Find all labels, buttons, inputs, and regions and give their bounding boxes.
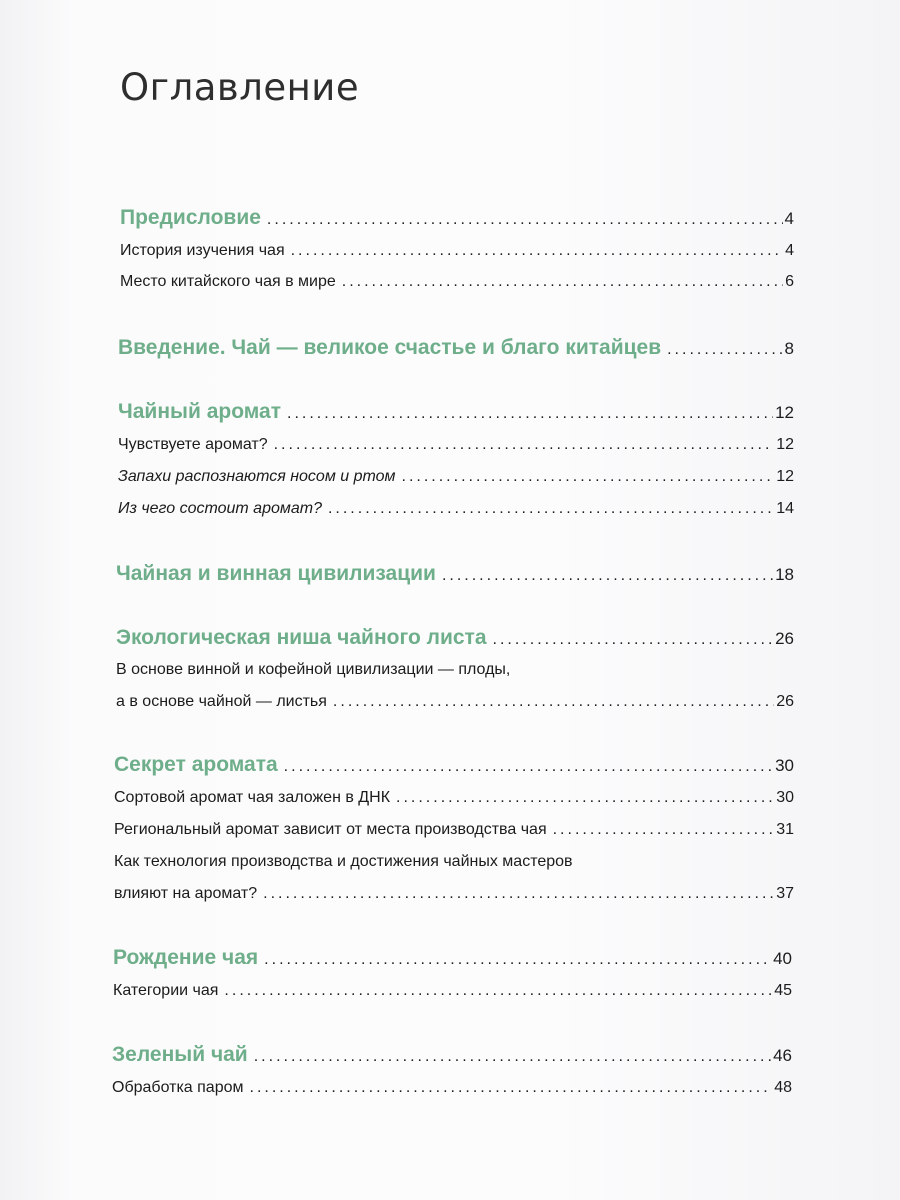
toc-entry-title: Секрет аромата bbox=[114, 753, 278, 776]
leader-dots bbox=[274, 430, 775, 460]
leader-dots bbox=[250, 1073, 773, 1103]
toc-entry-title: Место китайского чая в мире bbox=[120, 273, 336, 290]
toc-entry-aroma-secret bbox=[114, 750, 794, 780]
toc-entry bbox=[114, 879, 794, 909]
toc-page-number: 12 bbox=[776, 436, 794, 453]
leader-dots bbox=[328, 494, 774, 524]
toc-entry-title: Категории чая bbox=[113, 982, 219, 999]
toc-page-number: 12 bbox=[775, 403, 794, 422]
toc-page-number: 31 bbox=[776, 821, 794, 838]
toc-page-number: 48 bbox=[774, 1079, 792, 1096]
toc-page-number: 18 bbox=[775, 565, 794, 584]
leader-dots bbox=[291, 236, 783, 266]
toc-entry bbox=[118, 430, 794, 460]
toc-page-number: 4 bbox=[785, 242, 794, 259]
page-title: Оглавление bbox=[120, 66, 360, 109]
toc-page-number: 46 bbox=[773, 1046, 792, 1065]
leader-dots bbox=[667, 335, 782, 365]
leader-dots bbox=[553, 815, 775, 845]
leader-dots bbox=[284, 752, 773, 782]
toc-entry-title: Чайная и винная цивилизации bbox=[116, 562, 436, 585]
toc-entry bbox=[114, 783, 794, 813]
toc-entry bbox=[114, 815, 794, 845]
leader-dots bbox=[333, 687, 774, 717]
toc-entry-title: Чайный аромат bbox=[118, 400, 281, 423]
toc-page-number: 26 bbox=[776, 693, 794, 710]
toc-entry bbox=[120, 267, 794, 297]
leader-dots bbox=[493, 625, 774, 655]
toc-entry-title: История изучения чая bbox=[120, 242, 285, 259]
toc-entry-title: Экологическая ниша чайного листа bbox=[116, 626, 487, 649]
leader-dots bbox=[287, 399, 773, 429]
leader-dots bbox=[264, 945, 771, 975]
leader-dots bbox=[267, 205, 783, 235]
leader-dots bbox=[224, 976, 772, 1006]
toc-entry-title: Чувствуете аромат? bbox=[118, 436, 268, 453]
toc-entry-title: а в основе чайной — листья bbox=[116, 693, 327, 710]
toc-page-number: 6 bbox=[785, 273, 794, 290]
toc-page-number: 26 bbox=[775, 629, 794, 648]
toc-entry-title-line1: В основе винной и кофейной цивилизации — плоды, bbox=[116, 661, 511, 678]
toc-entry-title: Из чего состоит аромат? bbox=[118, 500, 322, 517]
toc-entry bbox=[120, 236, 794, 266]
toc-entry-introduction bbox=[118, 333, 794, 363]
toc-page-number: 30 bbox=[776, 789, 794, 806]
toc-page-number: 12 bbox=[776, 468, 794, 485]
toc-entry-title: Обработка паром bbox=[112, 1079, 244, 1096]
toc-page-number: 30 bbox=[775, 756, 794, 775]
leader-dots bbox=[396, 783, 774, 813]
toc-page-number: 8 bbox=[784, 339, 794, 358]
toc-entry bbox=[118, 494, 794, 524]
toc-entry bbox=[112, 1073, 792, 1103]
toc-entry-title: Сортовой аромат чая заложен в ДНК bbox=[114, 789, 391, 806]
leader-dots bbox=[263, 879, 774, 909]
toc-entry-title: Региональный аромат зависит от места производства чая bbox=[114, 821, 547, 838]
toc-entry-title: Предисловие bbox=[120, 206, 261, 229]
toc-entry-ecological-niche bbox=[116, 623, 794, 653]
toc-page-number: 37 bbox=[776, 885, 794, 902]
toc-entry-green-tea bbox=[112, 1040, 792, 1070]
leader-dots bbox=[342, 267, 783, 297]
toc-entry-title: Рождение чая bbox=[113, 946, 259, 969]
toc-entry-civilizations bbox=[116, 559, 794, 589]
toc-entry-tea-aroma bbox=[118, 397, 794, 427]
leader-dots bbox=[254, 1042, 771, 1072]
toc-entry bbox=[116, 687, 794, 717]
leader-dots bbox=[402, 462, 775, 492]
toc-entry bbox=[118, 462, 794, 492]
toc-entry-title: Запахи распознаются носом и ртом bbox=[118, 468, 396, 485]
toc-entry-title: Зеленый чай bbox=[112, 1043, 248, 1066]
toc-entry bbox=[113, 976, 792, 1006]
toc-page-number: 45 bbox=[774, 982, 792, 999]
toc-entry-preface bbox=[120, 203, 794, 233]
toc-entry-title: влияют на аромат? bbox=[114, 885, 258, 902]
toc-page-number: 4 bbox=[784, 209, 794, 228]
toc-page-number: 14 bbox=[776, 500, 794, 517]
toc-entry-title-line1: Как технология производства и достижения чайных мастеров bbox=[114, 853, 573, 870]
leader-dots bbox=[442, 561, 773, 591]
toc-entry-title: Введение. Чай — великое счастье и благо китайцев bbox=[118, 336, 662, 359]
toc-entry-birth-of-tea bbox=[113, 943, 792, 973]
toc-page-number: 40 bbox=[773, 949, 792, 968]
